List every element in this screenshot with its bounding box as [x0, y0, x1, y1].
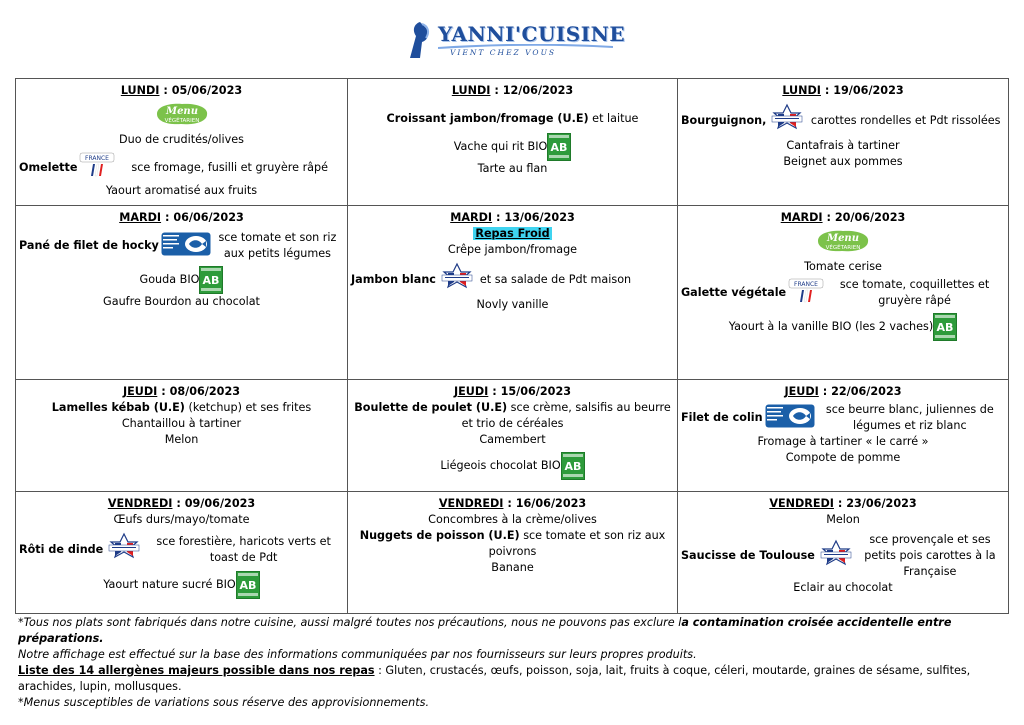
- main-dish-details: sce tomate et son riz aux petits légumes: [218, 231, 337, 260]
- vegetarian-menu-badge-icon: [814, 233, 872, 257]
- organic-ab-icon: [561, 459, 585, 472]
- main-dish-name: Filet de colin: [681, 411, 763, 424]
- svg-text:VÉGÉTARIEN: VÉGÉTARIEN: [164, 118, 199, 124]
- dessert: Melon: [164, 433, 199, 446]
- day-label: LUNDI: [120, 84, 160, 97]
- cold-meal-tag: Repas Froid: [475, 227, 550, 240]
- contamination-note-bold: a contamination croisée accidentelle entre préparations.: [18, 616, 952, 645]
- menu-cell-tue1: [16, 206, 348, 380]
- dessert: Banane: [491, 561, 534, 574]
- day-date: : 16/06/2023: [503, 497, 587, 510]
- svg-text:AB: AB: [550, 141, 568, 154]
- dessert: Yaourt à la vanille BIO (les 2 vaches): [728, 320, 934, 333]
- cheese: Camembert: [479, 433, 546, 446]
- organic-ab-icon: [933, 320, 957, 333]
- menu-cell-thu2: [348, 380, 678, 492]
- starter-extra: et laitue: [588, 112, 639, 125]
- main-dish-details: (ketchup) et ses frites: [184, 401, 312, 414]
- main-dish-details: sce beurre blanc, juliennes de légumes et riz blanc: [825, 403, 994, 432]
- svg-text:Menu: Menu: [165, 106, 198, 117]
- sustainable-fishing-msc-icon: [161, 232, 211, 261]
- main-dish-details: carottes rondelles et Pdt rissolées: [810, 113, 1001, 127]
- vegetarian-menu-badge-icon: [153, 106, 211, 130]
- menu-cell-thu1: [16, 380, 348, 492]
- chef-silhouette-icon: [406, 20, 436, 60]
- svg-text:AB: AB: [564, 460, 582, 473]
- day-label: JEUDI: [784, 385, 819, 398]
- main-dish-name: Boulette de poulet (U.E): [354, 401, 508, 414]
- day-label: VENDREDI: [107, 497, 173, 510]
- menu-cell-fri1: [16, 492, 348, 614]
- main-dish-name: Omelette: [19, 160, 78, 174]
- starter: Crêpe jambon/fromage: [447, 243, 578, 256]
- day-date: : 23/06/2023: [833, 497, 917, 510]
- table-row: [16, 79, 1009, 206]
- variation-note: *Menus susceptibles de variations sous réserve des approvisionnements.: [18, 696, 430, 709]
- supplier-info-note: Notre affichage est effectué sur la base des informations communiquées par nos fournisseurs sur leurs propres produits.: [18, 648, 697, 661]
- cheese: Vache qui rit BIO: [453, 140, 548, 153]
- day-date: : 06/06/2023: [161, 211, 244, 224]
- day-date: : 13/06/2023: [492, 211, 575, 224]
- menu-cell-thu3: [678, 380, 1009, 492]
- main-dish-details: sce provençale et ses petits pois carottes à la Française: [864, 533, 996, 578]
- day-label: VENDREDI: [769, 497, 834, 510]
- day-date: : 08/06/2023: [157, 385, 241, 398]
- day-date: : 20/06/2023: [822, 211, 906, 224]
- starter: Melon: [826, 513, 860, 526]
- starter: Œufs durs/mayo/tomate: [113, 513, 250, 526]
- main-dish-details: sce fromage, fusilli et gruyère râpé: [131, 160, 329, 174]
- main-dish-details: sce forestière, haricots verts et toast de Pdt: [156, 534, 331, 564]
- main-dish-details: sce crème, salsifis au beurre et trio de céréales: [461, 401, 671, 430]
- logo-tagline: VIENT CHEZ VOUS: [450, 48, 557, 57]
- day-date: : 09/06/2023: [172, 497, 256, 510]
- organic-ab-icon: [236, 578, 260, 591]
- dessert: Eclair au chocolat: [793, 581, 893, 594]
- menu-cell-mon3: [678, 79, 1009, 206]
- day-date: : 15/06/2023: [488, 385, 572, 398]
- logo-brand: YANNI'CUISINE: [438, 22, 626, 46]
- menu-cell-fri2: [348, 492, 678, 614]
- main-dish-details: et sa salade de Pdt maison: [479, 272, 632, 286]
- sustainable-fishing-msc-icon: [765, 404, 815, 433]
- french-pork-label-icon: [438, 262, 476, 297]
- organic-ab-icon: [547, 140, 571, 153]
- cheese: Gouda BIO: [139, 273, 200, 286]
- svg-text:FRANCE: FRANCE: [85, 155, 110, 162]
- cheese: Fromage à tartiner « le carré »: [757, 435, 929, 448]
- svg-text:AB: AB: [203, 274, 220, 287]
- france-origin-icon: [788, 278, 824, 309]
- svg-text:AB: AB: [239, 579, 257, 592]
- day-label: JEUDI: [453, 385, 489, 398]
- main-dish-name: Rôti de dinde: [19, 542, 104, 556]
- main-dish-name: Bourguignon,: [681, 113, 767, 127]
- table-row: [16, 206, 1009, 380]
- day-label: MARDI: [450, 211, 493, 224]
- cheese: Cantafrais à tartiner: [786, 139, 900, 152]
- main-dish-name: Lamelles kébab (U.E): [51, 401, 185, 414]
- svg-text:AB: AB: [936, 321, 954, 334]
- table-row: [16, 380, 1009, 492]
- main-dish-details: sce tomate et son riz aux poivrons: [488, 529, 666, 558]
- svg-text:Menu: Menu: [827, 233, 859, 244]
- dessert: Tarte au flan: [477, 162, 548, 175]
- main-dish-details: sce tomate, coquillettes et gruyère râpé: [839, 278, 990, 307]
- yanni-cuisine-logo: [404, 18, 626, 62]
- main-dish-name: Galette végétale: [681, 286, 787, 299]
- main-dish-name: Pané de filet de hocky: [19, 239, 159, 252]
- menu-cell-fri3: [678, 492, 1009, 614]
- dessert: Novly vanille: [476, 298, 549, 311]
- dessert: Beignet aux pommes: [783, 155, 903, 168]
- menu-cell-mon1: [16, 79, 348, 206]
- french-meat-label-icon: [768, 103, 806, 138]
- menu-cell-tue3: [678, 206, 1009, 380]
- svg-text:FRANCE: FRANCE: [794, 280, 819, 288]
- main-dish-name: Saucisse de Toulouse: [681, 549, 815, 562]
- day-label: VENDREDI: [438, 497, 504, 510]
- french-pork-label-icon: [817, 539, 855, 574]
- france-origin-icon: [79, 152, 115, 183]
- menu-cell-tue2: [348, 206, 678, 380]
- weekly-menu-table: [15, 78, 1009, 614]
- menu-cell-mon2: [348, 79, 678, 206]
- day-date: : 12/06/2023: [490, 84, 574, 97]
- organic-ab-icon: [199, 273, 223, 286]
- main-dish-name: Jambon blanc: [351, 272, 436, 286]
- day-label: LUNDI: [451, 84, 491, 97]
- svg-text:VÉGÉTARIEN: VÉGÉTARIEN: [825, 245, 861, 251]
- main-dish-name: Nuggets de poisson (U.E): [359, 529, 520, 542]
- dessert: Compote de pomme: [785, 451, 901, 464]
- french-poultry-label-icon: [105, 532, 143, 567]
- dessert: Yaourt nature sucré BIO: [103, 578, 236, 591]
- allergen-list: : Gluten, crustacés, œufs, poisson, soja, lait, fruits à coque, céleri, moutarde, graines de sésame, sulfites, arachides, lupin, mollusques.: [18, 664, 971, 693]
- dessert: Yaourt aromatisé aux fruits: [105, 184, 258, 197]
- starter-bold: Croissant jambon/fromage (U.E): [386, 112, 589, 125]
- day-label: JEUDI: [122, 385, 158, 398]
- day-date: : 22/06/2023: [818, 385, 902, 398]
- day-label: MARDI: [119, 211, 162, 224]
- table-row: [16, 492, 1009, 614]
- dessert: Gaufre Bourdon au chocolat: [103, 295, 260, 308]
- day-date: : 05/06/2023: [159, 84, 243, 97]
- cheese: Chantaillou à tartiner: [121, 417, 242, 430]
- dessert: Liégeois chocolat BIO: [440, 459, 561, 472]
- starter: Concombres à la crème/olives: [428, 513, 597, 526]
- contamination-note: *Tous nos plats sont fabriqués dans notre cuisine, aussi malgré toutes nos précautions, nous ne pouvons pas exclure l: [18, 616, 682, 629]
- day-label: LUNDI: [782, 84, 821, 97]
- day-label: MARDI: [780, 211, 823, 224]
- starter: Tomate cerise: [804, 260, 882, 273]
- footer-notes: [18, 615, 1008, 711]
- starter: Duo de crudités/olives: [119, 133, 244, 146]
- day-date: : 19/06/2023: [820, 84, 904, 97]
- allergen-list-heading: Liste des 14 allergènes majeurs possible dans nos repas: [18, 664, 375, 677]
